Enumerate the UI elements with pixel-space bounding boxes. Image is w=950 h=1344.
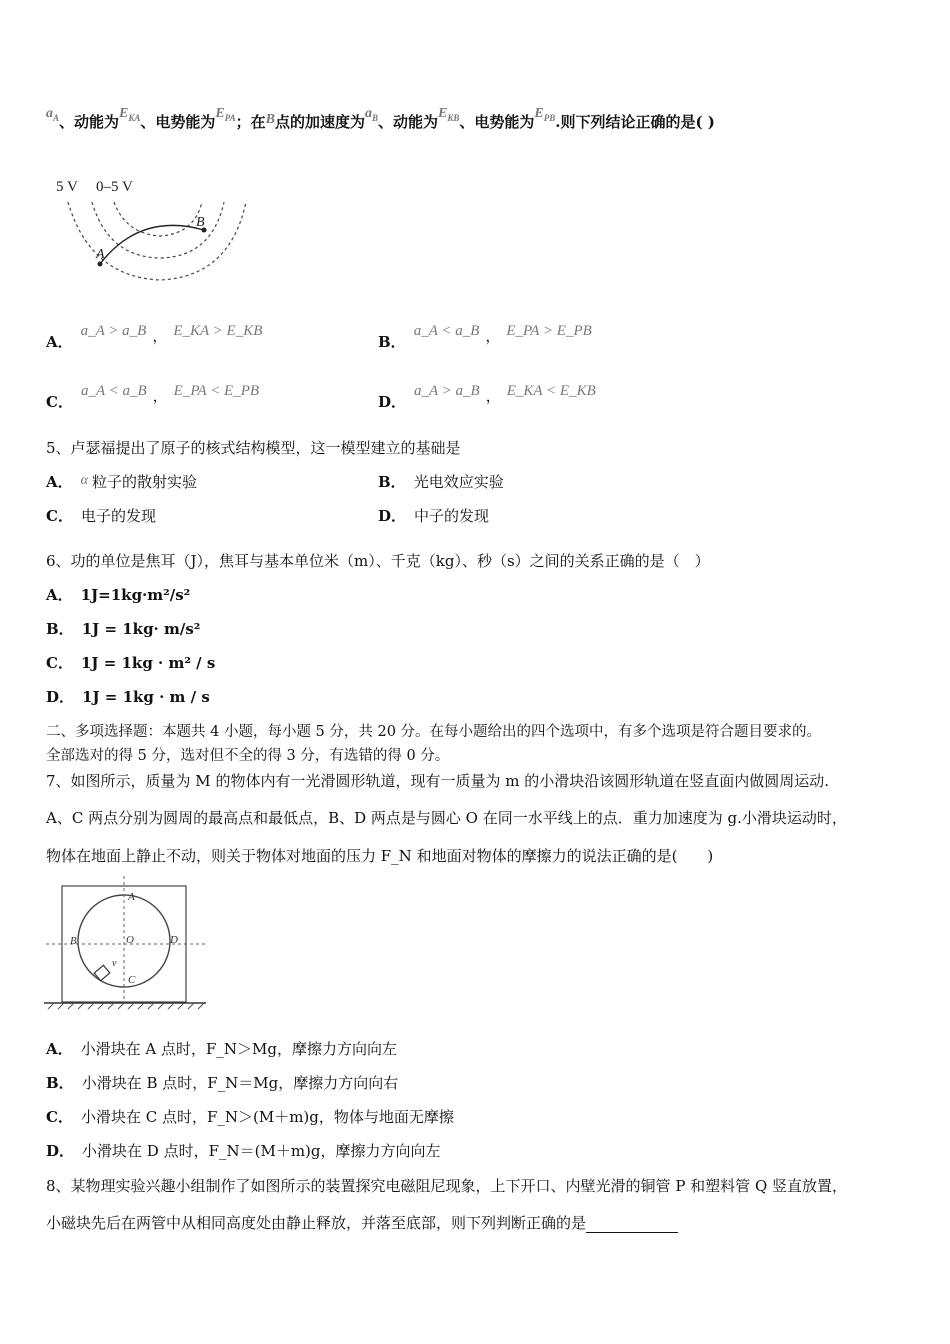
q7-option-b[interactable]: B． 小滑块在 B 点时，F_N＝Mg，摩擦力方向向右 bbox=[46, 1074, 399, 1092]
q4-option-d-left: a_A > a_B bbox=[414, 383, 480, 399]
symbol-aA: $a_A$ bbox=[46, 106, 60, 123]
symbol-aB: $a_B$ bbox=[364, 106, 378, 123]
label-b: B bbox=[70, 935, 77, 947]
q4-stem: $a_A$、动能为$E_{KA}$、电势能为$E_{PA}$；在B点的加速度为$a_B$、动能为$E_{KB}$、电势能为$E_{PB}$.则下列结论正确的是( ) bbox=[46, 106, 715, 131]
q6-option-b[interactable]: B． 1J = 1kg· m/s² bbox=[46, 620, 201, 638]
q4-option-c-left: a_A < a_B bbox=[80, 383, 147, 399]
q4-option-c-right: E_PA < E_PB bbox=[173, 383, 260, 399]
label-a: A bbox=[128, 891, 135, 903]
label-5v: 5 V bbox=[56, 179, 78, 195]
q5-option-d[interactable]: D． 中子的发现 bbox=[378, 507, 490, 525]
equipotential-inner bbox=[114, 202, 202, 236]
symbol-EPB: $E_{PB}$ bbox=[534, 106, 556, 123]
symbol-EKA: $E_{KA}$ bbox=[119, 106, 141, 123]
q7-line2: A、C 两点分别为圆周的最高点和最低点，B、D 两点是与圆心 O 在同一水平线上的点．重力加速度为 g.小滑块运动时， bbox=[46, 809, 847, 827]
q5-option-c[interactable]: C． 电子的发现 bbox=[46, 507, 156, 525]
trajectory bbox=[100, 225, 204, 264]
q4-option-b-left: a_A < a_B bbox=[413, 323, 480, 339]
equipotential-outer bbox=[68, 202, 246, 280]
label-c: C bbox=[128, 974, 136, 986]
point-a-dot bbox=[98, 262, 103, 267]
q4-option-a[interactable]: A．a_A > a_B ， E_KA > E_KB bbox=[46, 323, 263, 351]
label-v: v bbox=[112, 958, 117, 969]
section2-line1: 二、多项选择题：本题共 4 小题，每小题 5 分，共 20 分。在每小题给出的四个选项中，有多个选项是符合题目要求的。 bbox=[46, 724, 822, 740]
symbol-EPA: $E_{PA}$ bbox=[215, 106, 236, 123]
q4-equipotential-figure bbox=[50, 172, 260, 292]
q7-option-c[interactable]: C． 小滑块在 C 点时，F_N＞(M＋m)g，物体与地面无摩擦 bbox=[46, 1108, 454, 1126]
q7-line1: 7、如图所示，质量为 M 的物体内有一光滑圆形轨道，现有一质量为 m 的小滑块沿该圆形轨道在竖直面内做圆周运动. bbox=[46, 772, 829, 790]
q4-option-c[interactable]: C．a_A < a_B ， E_PA < E_PB bbox=[46, 383, 260, 411]
label-0-5v: 0–5 V bbox=[96, 179, 133, 195]
q7-circular-track-figure bbox=[44, 876, 214, 1016]
ground-hatching bbox=[48, 1003, 204, 1009]
q4-option-b-right: E_PA > E_PB bbox=[506, 323, 592, 339]
q7-option-a[interactable]: A． 小滑块在 A 点时，F_N＞Mg，摩擦力方向向左 bbox=[46, 1040, 398, 1058]
symbol-EKB: $E_{KB}$ bbox=[438, 106, 460, 123]
q4-option-a-left: a_A > a_B bbox=[80, 323, 147, 339]
label-o: O bbox=[126, 934, 134, 946]
q7-line3: 物体在地面上静止不动，则关于物体对地面的压力 F_N 和地面对物体的摩擦力的说法正确的是( ) bbox=[46, 847, 714, 865]
q8-line1: 8、某物理实验兴趣小组制作了如图所示的装置探究电磁阻尼现象，上下开口、内壁光滑的铜管 P 和塑料管 Q 竖直放置， bbox=[46, 1177, 848, 1195]
point-b-label: B bbox=[196, 215, 205, 230]
q6-stem: 6、功的单位是焦耳（J），焦耳与基本单位米（m）、千克（kg）、秒（s）之间的关系正确的是（ ） bbox=[46, 552, 710, 570]
answer-blank[interactable] bbox=[586, 1218, 678, 1233]
q6-option-c[interactable]: C． 1J = 1kg · m² / s bbox=[46, 654, 216, 672]
q4-option-a-right: E_KA > E_KB bbox=[173, 323, 263, 339]
q5-option-a[interactable]: A． α 粒子的散射实验 bbox=[46, 473, 198, 491]
q6-option-d[interactable]: D． 1J = 1kg · m / s bbox=[46, 688, 210, 706]
section2-line2: 全部选对的得 5 分，选对但不全的得 3 分，有选错的得 0 分。 bbox=[46, 748, 450, 764]
point-a-label: A bbox=[96, 247, 105, 262]
q4-option-b[interactable]: B．a_A < a_B ， E_PA > E_PB bbox=[378, 323, 592, 351]
q4-option-d[interactable]: D．a_A > a_B ， E_KA < E_KB bbox=[378, 383, 596, 411]
q7-option-d[interactable]: D． 小滑块在 D 点时，F_N＝(M＋m)g，摩擦力方向向左 bbox=[46, 1142, 441, 1160]
alpha-symbol: α bbox=[80, 473, 88, 488]
q4-option-d-right: E_KA < E_KB bbox=[506, 383, 596, 399]
label-d: D bbox=[170, 934, 178, 946]
q8-line2: 小磁块先后在两管中从相同高度处由静止释放，并落至底部，则下列判断正确的是 bbox=[46, 1213, 678, 1233]
q6-option-a[interactable]: A． 1J=1kg·m²/s² bbox=[46, 586, 191, 604]
q5-stem: 5、卢瑟福提出了原子的核式结构模型，这一模型建立的基础是 bbox=[46, 439, 461, 457]
symbol-B: B bbox=[265, 112, 275, 127]
q5-option-b[interactable]: B． 光电效应实验 bbox=[378, 473, 504, 491]
